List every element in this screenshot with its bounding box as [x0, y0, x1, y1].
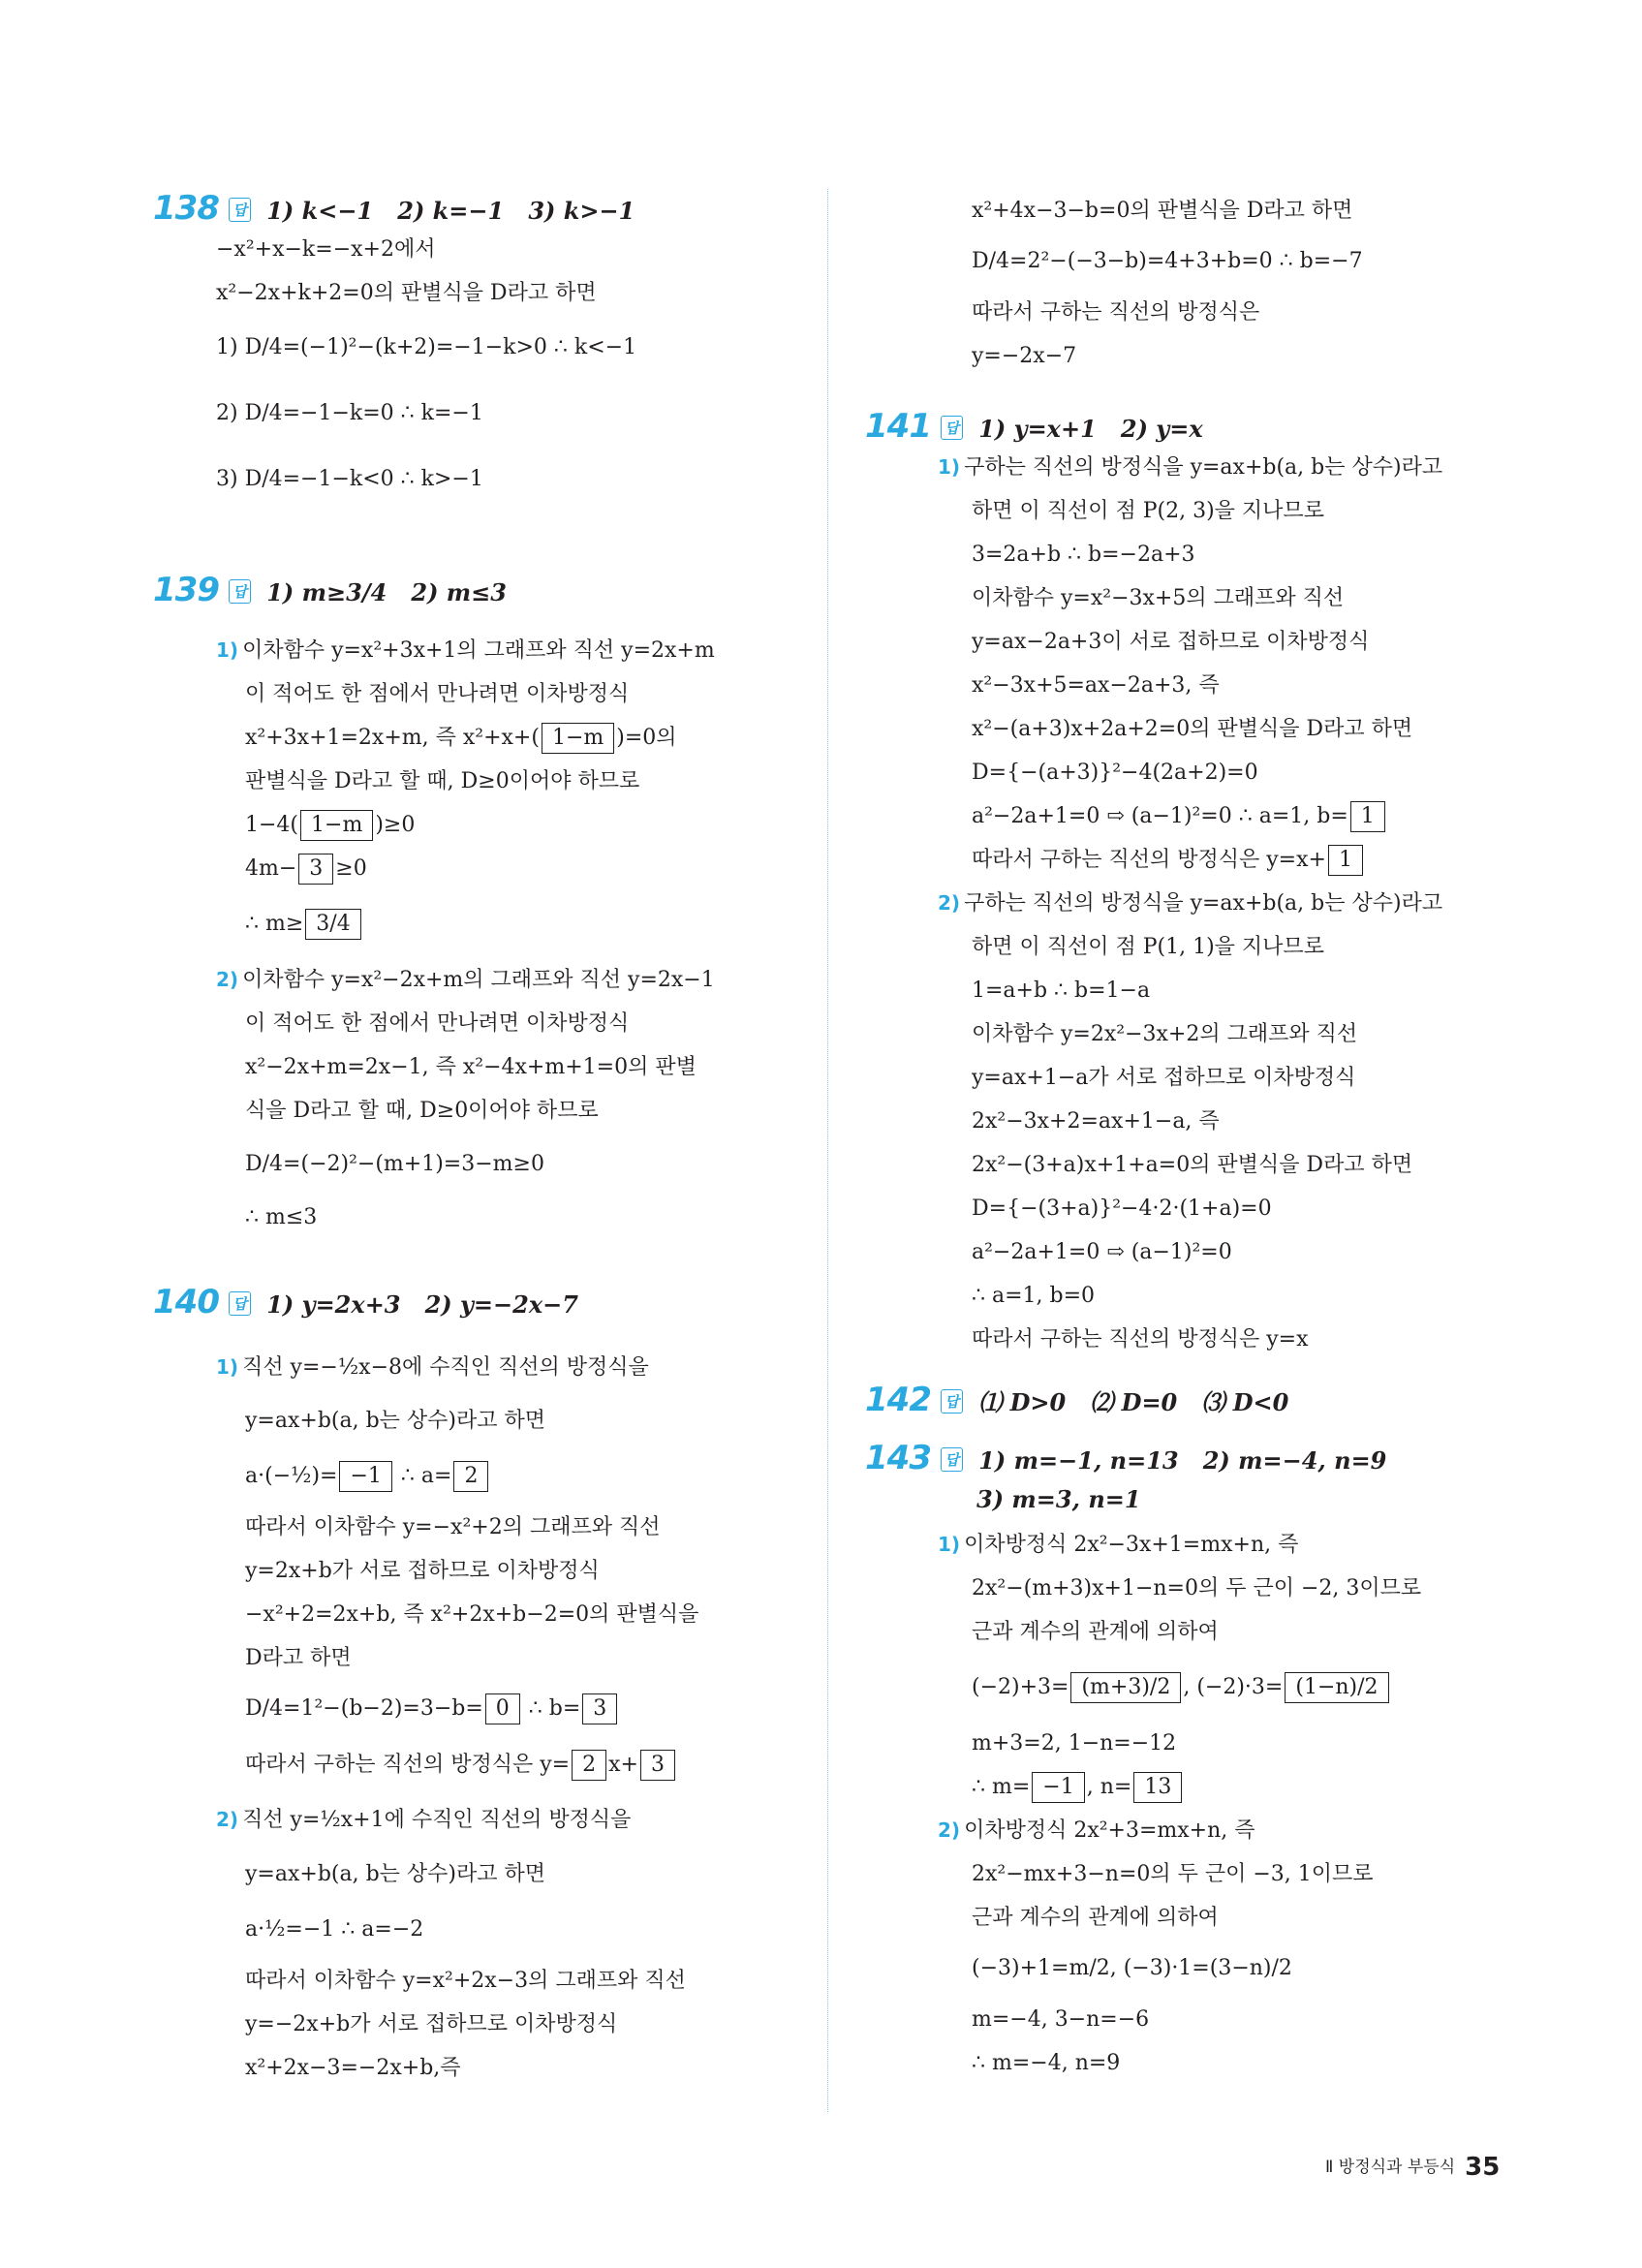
solution-line: 구하는 직선의 방정식을 y=ax+b(a, b는 상수)라고 — [964, 455, 1443, 480]
problem-number: 140 — [153, 1283, 219, 1321]
solution-line: ∴ m=−4, n=9 — [972, 2051, 1121, 2075]
solution-line: x²+2x−3=−2x+b,즉 — [245, 2056, 461, 2080]
solution-line: 1=a+b ∴ b=1−a — [972, 979, 1151, 1003]
sub-label: 2) — [216, 968, 239, 991]
solution-line: y=−2x+b가 서로 접하므로 이차방정식 — [245, 2012, 618, 2036]
solution-line: y=ax+1−a가 서로 접하므로 이차방정식 — [972, 1066, 1356, 1090]
solution-line: a·½=−1 ∴ a=−2 — [245, 1917, 424, 1942]
solution-line: −x²+2=2x+b, 즉 x²+2x+b−2=0의 판별식을 — [245, 1602, 699, 1627]
right-column — [865, 189, 1524, 2085]
solution-line: x²−2x+k+2=0의 판별식을 D라고 하면 — [216, 281, 597, 305]
answer-badge: 답 — [941, 1389, 963, 1414]
sub-label: 1) — [938, 1533, 961, 1556]
sub-label: 1) — [938, 455, 961, 479]
answer-item: 1) m=−1, n=13 — [978, 1446, 1179, 1475]
solution-line: 이차방정식 2x²−3x+1=mx+n, 즉 — [964, 1533, 1299, 1557]
answer-item: ⑴ D>0 — [978, 1388, 1067, 1416]
solution-line: 따라서 구하는 직선의 방정식은 y= — [245, 1753, 571, 1777]
column-divider — [827, 189, 828, 2112]
answer-box: (1−n)/2 — [1285, 1672, 1388, 1703]
solution-line: 구하는 직선의 방정식을 y=ax+b(a, b는 상수)라고 — [964, 891, 1443, 916]
solution-line: 2x²−mx+3−n=0의 두 근이 −3, 1이므로 — [972, 1862, 1374, 1886]
solution-line: D/4=2²−(−3−b)=4+3+b=0 ∴ b=−7 — [972, 249, 1363, 273]
solution-line: (−2)+3= — [972, 1675, 1069, 1699]
answer-item: 2) m=−4, n=9 — [1202, 1446, 1387, 1475]
solution-line: 2x²−(3+a)x+1+a=0의 판별식을 D라고 하면 — [972, 1153, 1413, 1177]
answer-box: 3/4 — [305, 909, 360, 940]
solution-line: y=−2x−7 — [972, 344, 1077, 368]
solution-line: D={−(a+3)}²−4(2a+2)=0 — [972, 761, 1258, 785]
solution-line: 이차함수 y=2x²−3x+2의 그래프와 직선 — [972, 1022, 1358, 1046]
solution-line: D/4=(−2)²−(m+1)=3−m≥0 — [245, 1152, 544, 1176]
problem-141-answer — [865, 407, 1524, 446]
solution-line: 따라서 이차함수 y=−x²+2의 그래프와 직선 — [245, 1515, 661, 1539]
answer-item: 2) m≤3 — [411, 578, 507, 606]
solution-line: −x²+x−k=−x+2에서 — [216, 237, 436, 262]
solution-text: , (−2)·3= — [1183, 1675, 1284, 1699]
solution-line: x²−3x+5=ax−2a+3, 즉 — [972, 673, 1220, 698]
solution-line: ∴ m≥ — [245, 912, 304, 936]
problem-number: 139 — [153, 571, 219, 609]
answer-box: 3 — [582, 1693, 617, 1724]
solution-line: 따라서 구하는 직선의 방정식은 — [972, 300, 1260, 325]
solution-line: ∴ m≤3 — [245, 1205, 318, 1229]
solution-line: 이차함수 y=x²−2x+m의 그래프와 직선 y=2x−1 — [242, 968, 715, 992]
answer-box: 1−m — [300, 810, 373, 841]
solution-line: 4m− — [245, 856, 297, 881]
left-column — [153, 189, 812, 2090]
solution-line: a·(−½)= — [245, 1464, 338, 1488]
solution-line: 근과 계수의 관계에 의하여 — [972, 1906, 1219, 1930]
solution-line: 이차방정식 2x²+3=mx+n, 즉 — [964, 1818, 1255, 1843]
solution-line: 따라서 구하는 직선의 방정식은 y=x+ — [972, 848, 1326, 872]
solution-line: D={−(3+a)}²−4·2·(1+a)=0 — [972, 1196, 1272, 1221]
solution-text: , n= — [1086, 1775, 1132, 1799]
solution-line: 1−4( — [245, 813, 299, 837]
answer-badge: 답 — [229, 579, 251, 604]
solution-line: x²−(a+3)x+2a+2=0의 판별식을 D라고 하면 — [972, 717, 1413, 741]
answer-item: 1) y=x+1 — [978, 415, 1097, 443]
solution-line: a²−2a+1=0 ⇨ (a−1)²=0 — [972, 1240, 1232, 1264]
solution-line: 1) D/4=(−1)²−(k+2)=−1−k>0 ∴ k<−1 — [216, 335, 637, 359]
problem-140-answer — [153, 1283, 812, 1321]
solution-line: 이 적어도 한 점에서 만나려면 이차방정식 — [245, 1011, 630, 1036]
sub-label: 2) — [938, 1818, 961, 1842]
problem-138-answer — [153, 189, 812, 228]
chapter-label: Ⅱ 방정식과 부등식 — [1325, 2158, 1456, 2177]
answer-badge: 답 — [229, 1291, 251, 1316]
answer-item: 2) k=−1 — [397, 197, 505, 225]
solution-line: y=ax+b(a, b는 상수)라고 하면 — [245, 1862, 546, 1886]
solution-line: 직선 y=½x+1에 수직인 직선의 방정식을 — [242, 1808, 632, 1832]
solution-text: ∴ a= — [393, 1464, 452, 1488]
solution-line: 이차함수 y=x²−3x+5의 그래프와 직선 — [972, 586, 1345, 610]
answer-box: 0 — [485, 1693, 520, 1724]
solution-line: 직선 y=−½x−8에 수직인 직선의 방정식을 — [242, 1355, 649, 1380]
solution-line: 이 적어도 한 점에서 만나려면 이차방정식 — [245, 682, 630, 706]
problem-number: 143 — [865, 1439, 931, 1477]
solution-line: 2x²−3x+2=ax+1−a, 즉 — [972, 1109, 1220, 1134]
solution-line: 3=2a+b ∴ b=−2a+3 — [972, 543, 1195, 567]
solution-line: 2) D/4=−1−k=0 ∴ k=−1 — [216, 401, 483, 425]
problem-143-answer — [865, 1439, 1524, 1477]
problem-139-answer — [153, 571, 812, 609]
answer-badge: 답 — [941, 1447, 963, 1472]
answer-item: 2) y=x — [1120, 415, 1203, 443]
solution-line: x²+3x+1=2x+m, 즉 x²+x+( — [245, 726, 540, 750]
problem-number: 142 — [865, 1381, 931, 1419]
solution-text: ≥0 — [335, 856, 367, 881]
solution-text: ∴ b= — [521, 1696, 581, 1721]
solution-line: 이차함수 y=x²+3x+1의 그래프와 직선 y=2x+m — [242, 638, 715, 663]
solution-line: y=ax+b(a, b는 상수)라고 하면 — [245, 1409, 546, 1433]
solution-text: x+ — [608, 1753, 638, 1777]
solution-line: 근과 계수의 관계에 의하여 — [972, 1620, 1219, 1644]
solution-text: )=0의 — [616, 726, 677, 750]
answer-item: ⑵ D=0 — [1090, 1388, 1178, 1416]
solution-line: ∴ a=1, b=0 — [972, 1284, 1096, 1308]
answer-box: 13 — [1133, 1772, 1182, 1803]
answer-box: 3 — [640, 1750, 675, 1781]
answer-box: −1 — [339, 1461, 391, 1492]
solution-line: 하면 이 직선이 점 P(1, 1)을 지나므로 — [972, 935, 1324, 959]
answer-item: 1) y=2x+3 — [266, 1290, 401, 1319]
solution-line: D/4=1²−(b−2)=3−b= — [245, 1696, 483, 1721]
solution-line: x²−2x+m=2x−1, 즉 x²−4x+m+1=0의 판별 — [245, 1055, 697, 1079]
sub-label: 1) — [216, 638, 239, 662]
answer-box: 1 — [1328, 845, 1363, 876]
answer-box: 1−m — [542, 723, 614, 754]
solution-line: m+3=2, 1−n=−12 — [972, 1731, 1177, 1755]
sub-label: 2) — [938, 891, 961, 915]
problem-number: 138 — [153, 189, 219, 228]
answer-item: 1) m≥3/4 — [266, 578, 387, 606]
answer-badge: 답 — [229, 198, 251, 222]
solution-line: 판별식을 D라고 할 때, D≥0이어야 하므로 — [245, 769, 640, 793]
solution-line: ∴ m= — [972, 1775, 1031, 1799]
answer-box: (m+3)/2 — [1070, 1672, 1181, 1703]
solution-line: 식을 D라고 할 때, D≥0이어야 하므로 — [245, 1099, 599, 1123]
page-footer — [1325, 2153, 1500, 2182]
solution-line: 2x²−(m+3)x+1−n=0의 두 근이 −2, 3이므로 — [972, 1576, 1422, 1600]
solution-line: y=2x+b가 서로 접하므로 이차방정식 — [245, 1559, 600, 1583]
answer-item: 3) k>−1 — [528, 197, 635, 225]
answer-item: 2) y=−2x−7 — [424, 1290, 578, 1319]
solution-line: m=−4, 3−n=−6 — [972, 2007, 1150, 2032]
solution-line: D라고 하면 — [245, 1646, 352, 1670]
answer-box: 2 — [572, 1750, 606, 1781]
solution-line: 3) D/4=−1−k<0 ∴ k>−1 — [216, 467, 483, 491]
solution-line: y=ax−2a+3이 서로 접하므로 이차방정식 — [972, 630, 1370, 654]
solution-line: (−3)+1=m/2, (−3)·1=(3−n)/2 — [972, 1956, 1292, 1980]
answer-box: 3 — [298, 854, 333, 885]
answer-item: 3) m=3, n=1 — [976, 1485, 1141, 1513]
page-number: 35 — [1465, 2153, 1501, 2182]
answer-box: 2 — [453, 1461, 488, 1492]
solution-line: a²−2a+1=0 ⇨ (a−1)²=0 ∴ a=1, b= — [972, 804, 1348, 828]
problem-number: 141 — [865, 407, 931, 446]
sub-label: 1) — [216, 1355, 239, 1379]
solution-text: )≥0 — [375, 813, 416, 837]
problem-142-answer — [865, 1381, 1524, 1419]
answer-item: 1) k<−1 — [266, 197, 374, 225]
sub-label: 2) — [216, 1808, 239, 1831]
answer-item: ⑶ D<0 — [1201, 1388, 1289, 1416]
problem-143-answer-cont — [865, 1485, 1524, 1513]
answer-box: 1 — [1350, 801, 1385, 832]
answer-badge: 답 — [941, 416, 963, 440]
solution-line: 하면 이 직선이 점 P(2, 3)을 지나므로 — [972, 499, 1324, 523]
solution-line: 따라서 이차함수 y=x²+2x−3의 그래프와 직선 — [245, 1969, 686, 1993]
solution-line: 따라서 구하는 직선의 방정식은 y=x — [972, 1327, 1309, 1351]
answer-box: −1 — [1032, 1772, 1084, 1803]
solution-line: x²+4x−3−b=0의 판별식을 D라고 하면 — [972, 199, 1353, 223]
